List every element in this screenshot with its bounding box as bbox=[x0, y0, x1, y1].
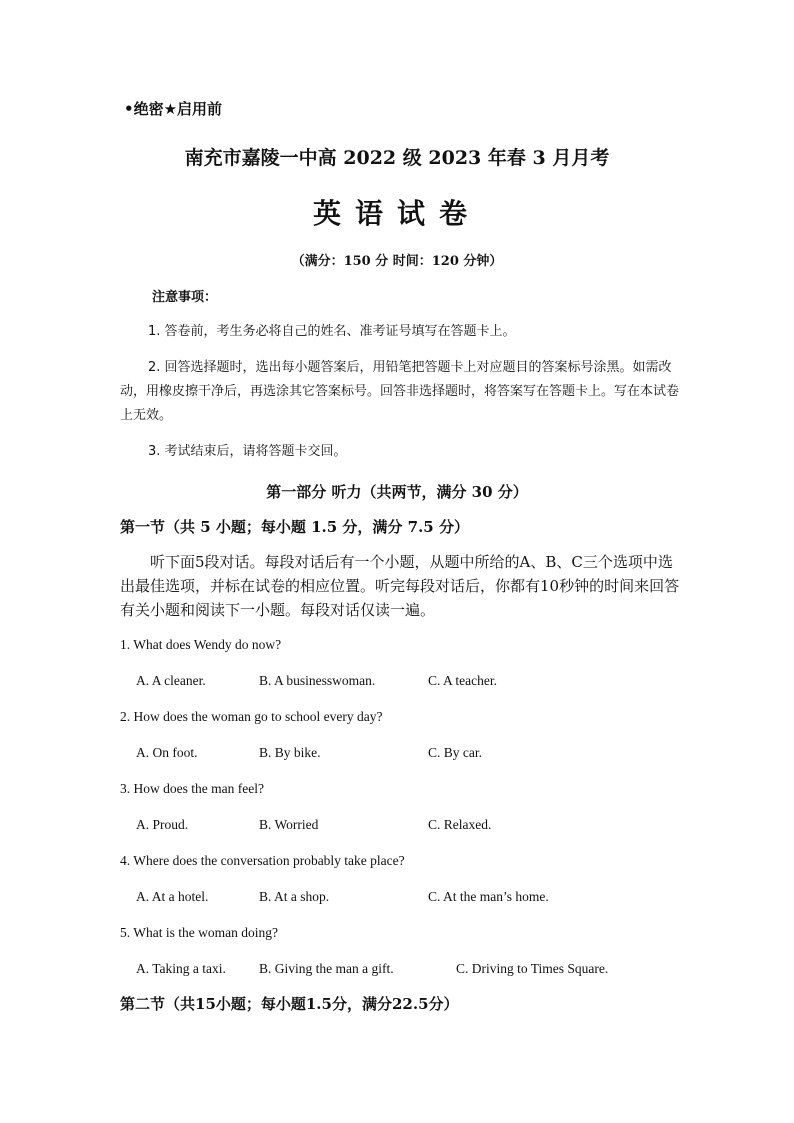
question-1: 1. What does Wendy do now? bbox=[120, 637, 282, 652]
q2-option-c: C. By car. bbox=[428, 745, 482, 760]
question-2: 2. How does the woman go to school every day? bbox=[120, 709, 383, 724]
notice-item-1: 1. 答卷前，考生务必将自己的姓名、准考证号填写在答题卡上。 bbox=[148, 324, 516, 339]
part1-title: 第一部分 听力（共两节，满分 30 分） bbox=[266, 483, 528, 501]
q3-option-c: C. Relaxed. bbox=[428, 817, 492, 832]
section2-title: 第二节（共15小题；每小题1.5分，满分22.5分） bbox=[120, 995, 459, 1013]
question-5: 5. What is the woman doing? bbox=[120, 925, 278, 940]
question-4: 4. Where does the conversation probably take place? bbox=[120, 853, 405, 868]
q5-option-b: B. Giving the man a gift. bbox=[259, 961, 394, 976]
q1-option-a: A. A cleaner. bbox=[136, 673, 206, 688]
exam-title: 南充市嘉陵一中高 2022 级 2023 年春 3 月月考 bbox=[184, 147, 610, 169]
q1-option-b: B. A businesswoman. bbox=[259, 673, 376, 688]
q5-option-a: A. Taking a taxi. bbox=[136, 961, 226, 976]
question-3: 3. How does the man feel? bbox=[120, 781, 264, 796]
q3-option-a: A. Proud. bbox=[136, 817, 189, 832]
notice-heading: 注意事项： bbox=[152, 290, 218, 305]
q4-option-a: A. At a hotel. bbox=[136, 889, 209, 904]
q3-option-b: B. Worried bbox=[259, 817, 319, 832]
subject-title: 英语试卷 bbox=[312, 197, 481, 230]
q5-option-c: C. Driving to Times Square. bbox=[456, 961, 609, 976]
q1-option-c: C. A teacher. bbox=[428, 673, 497, 688]
section1-title: 第一节（共 5 小题；每小题 1.5 分，满分 7.5 分） bbox=[120, 518, 469, 536]
q2-option-b: B. By bike. bbox=[259, 745, 321, 760]
score-time: （满分：150 分 时间：120 分钟） bbox=[291, 254, 503, 269]
confidential-mark: •绝密★启用前 bbox=[124, 100, 223, 118]
notice-item-3: 3. 考试结束后，请将答题卡交回。 bbox=[148, 444, 347, 459]
section1-intro: 听下面5段对话。每段对话后有一个小题，从题中所给的A、B、C三个选项中选出最佳选项，并标在试卷的相应位置。听完每段对话后，你都有10秒钟的时间来回答有关小题和阅读下一小题。每段对话仅读一遍。 bbox=[120, 553, 680, 619]
q4-option-c: C. At the man’s home. bbox=[428, 889, 549, 904]
q2-option-a: A. On foot. bbox=[136, 745, 198, 760]
notice-item-2: 2. 回答选择题时，选出每小题答案后，用铅笔把答题卡上对应题目的答案标号涂黑。如需改动，用橡皮擦干净后，再选涂其它答案标号。回答非选择题时，将答案写在答题卡上。写在本试卷上无效。 bbox=[120, 360, 680, 423]
q4-option-b: B. At a shop. bbox=[259, 889, 330, 904]
